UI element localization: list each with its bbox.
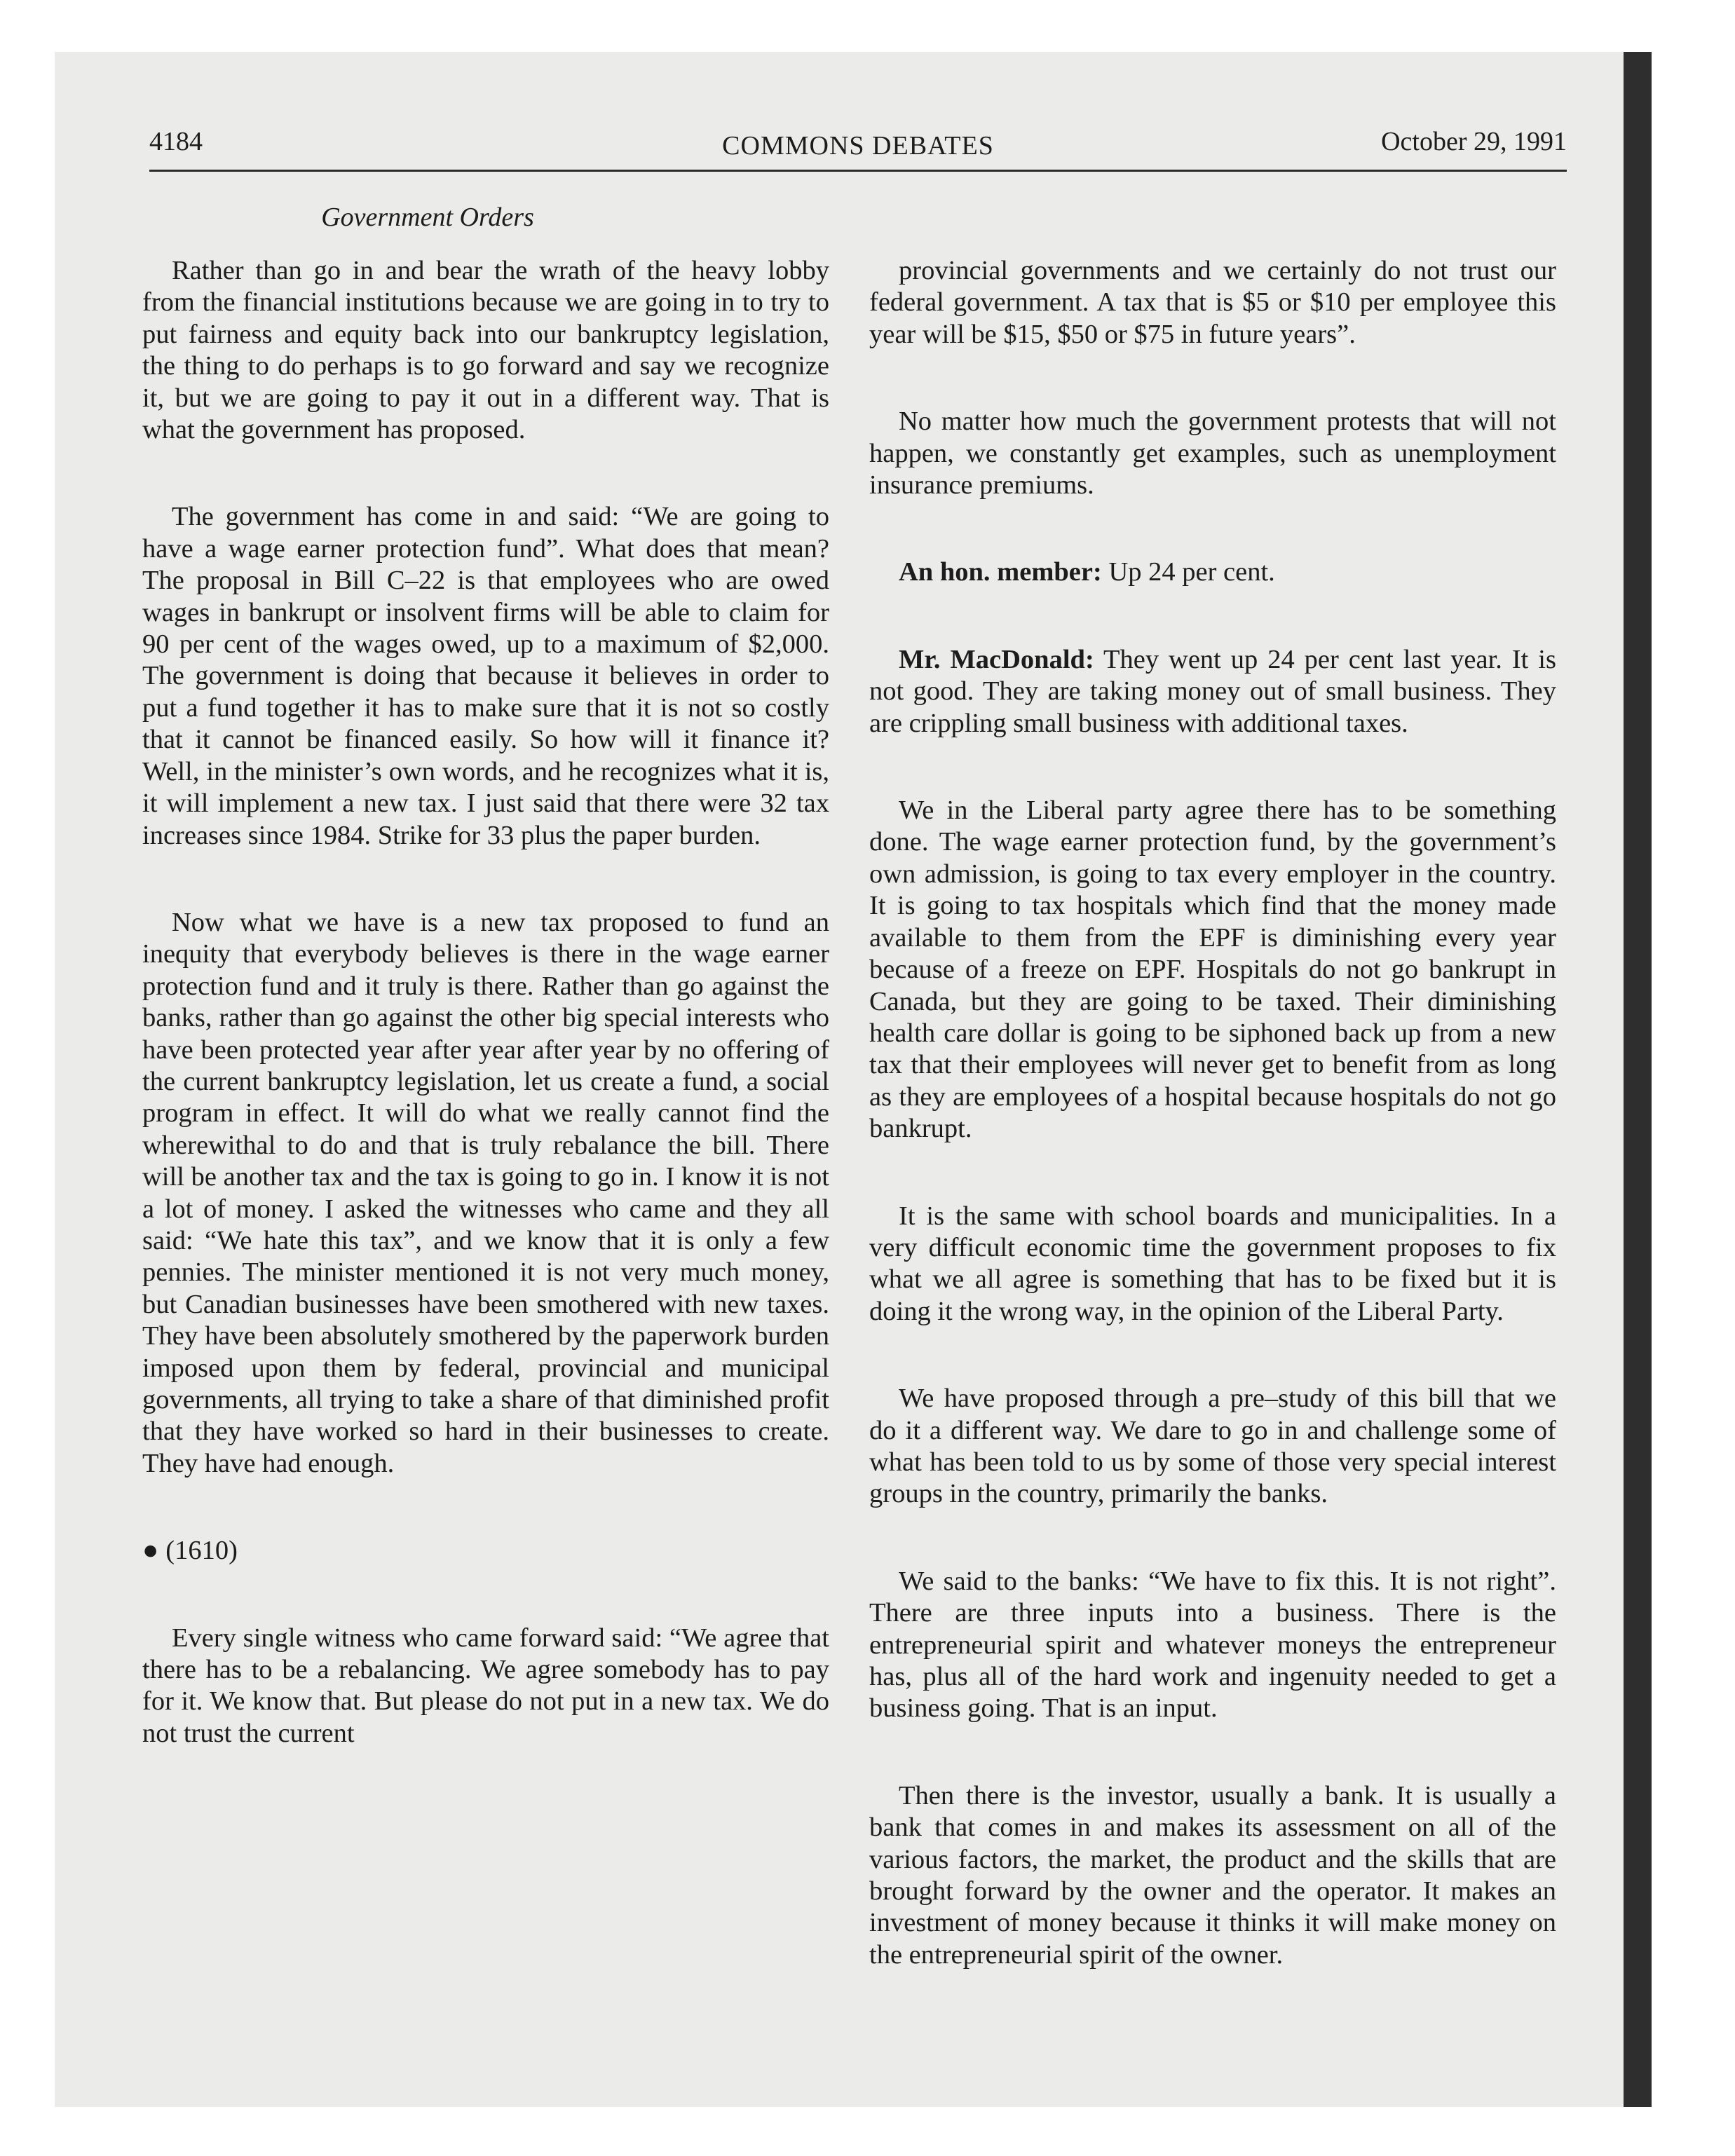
paragraph: We in the Liberal party agree there has to be something done. The wage earner protection fund, by the government’s own admission, is going to tax every employer in the country. It is going to tax hospitals which find that the money made available to them from the EPF is diminishing every year because of a freeze on EPF. Hospitals do not go bankrupt in Canada, but they are going to be taxed. Their diminishing health care dollar is going to be siphoned back up from a new tax that their employees will never get to benefit from as long as they are employees of a hospital because hospitals do not go bankrupt.	[869, 796, 1556, 1144]
header-date: October 29, 1991	[1381, 127, 1567, 156]
section-title: Government Orders	[321, 203, 534, 232]
time-marker	[142, 1535, 829, 1567]
header-rule	[149, 170, 1567, 172]
journal-title: COMMONS DEBATES	[722, 131, 994, 161]
page-header	[149, 126, 1567, 165]
paragraph: We said to the banks: “We have to fix this. It is not right”. There are three inputs into a business. There is the entrepreneurial spirit and whatever moneys the entrepreneur has, plus all of the hard work and ingenuity needed to get a business going. That is an input.	[869, 1566, 1556, 1724]
speech-paragraph	[869, 644, 1556, 739]
speech-paragraph	[869, 557, 1556, 588]
paragraph: Every single witness who came forward said: “We agree that there has to be a rebalancing. We agree somebody has to pay for it. We know that. But please do not put in a new tax. We do not trust the current	[142, 1623, 829, 1748]
paragraph: The government has come in and said: “We are going to have a wage earner protection fund”. What does that mean? The proposal in Bill C–22 is that employees who are owed wages in bankrupt or insolvent firms will be able to claim for 90 per cent of the wages owed, up to a maximum of $2,000. The government is doing that because it believes in order to put a fund together it has to make sure that it is not so costly that it cannot be financed easily. So how will it finance it? Well, in the minister’s own words, and he recognizes what it is, it will implement a new tax. I just said that there were 32 tax increases since 1984. Strike for 33 plus the paper burden.	[142, 502, 829, 850]
paragraph: It is the same with school boards and municipalities. In a very difficult economic time the government proposes to fix what we all agree is something that has to be fixed but it is doing it the wrong way, in the opinion of the Liberal Party.	[869, 1201, 1556, 1326]
right-column	[869, 255, 1556, 2026]
page-number: 4184	[149, 127, 203, 156]
binding-edge-shadow	[1624, 52, 1652, 2107]
paragraph: No matter how much the government protests that will not happen, we constantly get examples, such as unemployment insurance premiums.	[869, 407, 1556, 500]
paragraph: Then there is the investor, usually a bank. It is usually a bank that comes in and makes its assessment on all of the various factors, the market, the product and the skills that are brought forward by the owner and the operator. It makes an investment of money because it thinks it will make money on the entrepreneurial spirit of the owner.	[869, 1780, 1556, 1970]
bullet-icon: ●	[142, 1536, 159, 1566]
left-column	[142, 255, 829, 1805]
paragraph: provincial governments and we certainly do not trust our federal government. A tax that is $5 or $10 per employee this year will be $15, $50 or $75 in future years”.	[869, 256, 1556, 349]
speaker-name: Mr. MacDonald:	[899, 644, 1094, 674]
paragraph: We have proposed through a pre–study of this bill that we do it a different way. We dare to go in and challenge some of what has been told to us by some of those very special interest groups in the country, primarily the banks.	[869, 1384, 1556, 1509]
speaker-name: An hon. member:	[899, 557, 1102, 587]
time-marker-text: (1610)	[165, 1536, 238, 1566]
paragraph: Now what we have is a new tax proposed to fund an inequity that everybody believes is there in the wage earner protection fund and it truly is there. Rather than go against the banks, rather than go against the other big special interests who have been protected year after year after year by no offering of the current bankruptcy legislation, let us create a fund, a social program in effect. It will do what we really cannot find the wherewithal to do and that is truly rebalance the bill. There will be another tax and the tax is going to go in. I know it is not a lot of money. I asked the witnesses who came and they all said: “We hate this tax”, and we know that it is only a few pennies. The minister mentioned it is not very much money, but Canadian businesses have been smothered with new taxes. They have been absolutely smothered by the paperwork burden imposed upon them by federal, provincial and municipal governments, all trying to take a share of that diminished profit that they have worked so hard in their businesses to create. They have had enough.	[142, 907, 829, 1478]
speech-text: They went up 24 per cent last year. It is not good. They are taking money out of small business. They are crippling small business with additional taxes.	[869, 644, 1556, 738]
speech-text: Up 24 per cent.	[1108, 557, 1275, 587]
paragraph: Rather than go in and bear the wrath of the heavy lobby from the financial institutions because we are going in to try to put fairness and equity back into our bankruptcy legislation, the thing to do perhaps is to go forward and say we recognize it, but we are going to pay it out in a different way. That is what the government has proposed.	[142, 256, 829, 445]
